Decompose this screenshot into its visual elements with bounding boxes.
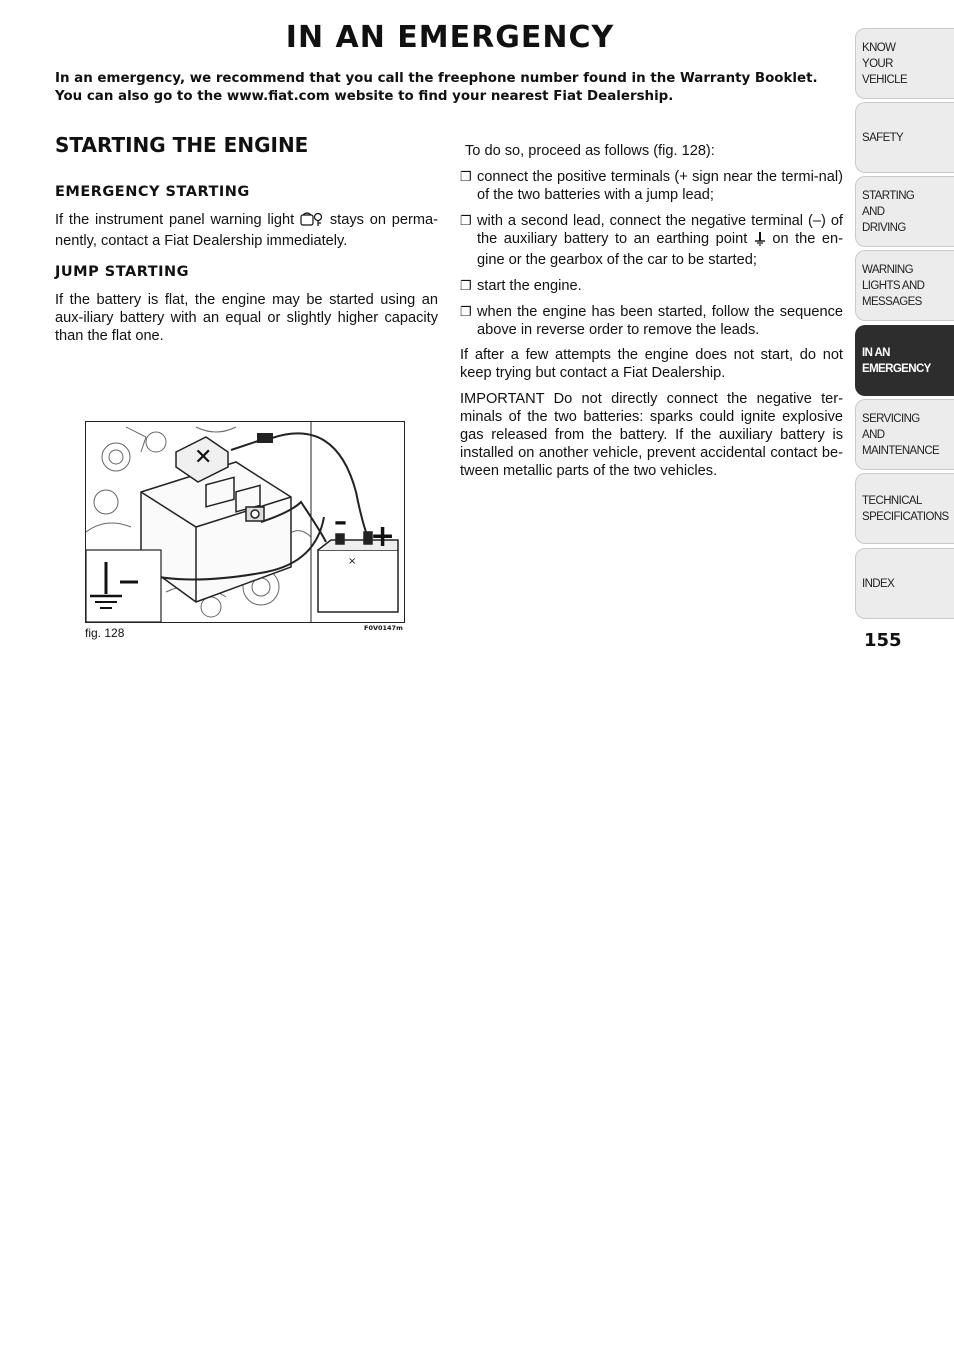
immobilizer-key-icon: [300, 211, 324, 232]
tab-servicing-and-maintenance[interactable]: SERVICING AND MAINTENANCE: [855, 399, 954, 470]
ground-icon: [754, 232, 766, 251]
tab-know-your-vehicle[interactable]: KNOW YOUR VEHICLE: [855, 28, 954, 99]
tab-in-an-emergency[interactable]: IN AN EMERGENCY: [855, 325, 954, 396]
minus-label: –: [334, 507, 347, 537]
emergency-starting-text: If the instrument panel warning light stays on perma-nently, contact a Fiat Dealership immediately.: [55, 212, 439, 249]
figure-jump-start-illustration: [85, 421, 405, 623]
procedure-intro: To do so, proceed as follows (fig. 128):: [465, 143, 715, 159]
section-title: STARTING THE ENGINE: [55, 133, 309, 157]
tab-index[interactable]: INDEX: [855, 548, 954, 619]
checkbox-bullet-icon: ❐: [460, 278, 472, 293]
list-item: ❐ connect the positive terminals (+ sign near the termi-nal) of the two batteries with a jump lead;: [460, 169, 843, 203]
list-item: ❐ when the engine has been started, follow the sequence above in reverse order to remove the leads.: [460, 304, 843, 338]
jump-starting-text: If the battery is flat, the engine may be started using an aux-iliary battery with an equal or slightly higher capacity than the flat one.: [55, 292, 438, 344]
note-text: If after a few attempts the engine does not start, do not keep trying but contact a Fiat Dealership.: [460, 347, 843, 381]
svg-text:✕: ✕: [194, 445, 213, 470]
page-title: IN AN EMERGENCY: [285, 20, 615, 55]
plus-label: +: [370, 519, 396, 554]
tab-starting-and-driving[interactable]: STARTING AND DRIVING: [855, 176, 954, 247]
figure-code: F0V0147m: [364, 624, 403, 632]
checkbox-bullet-icon: ❐: [460, 169, 472, 184]
intro-text: In an emergency, we recommend that you call the freephone number found in the Warranty Booklet. You can also go to the www.fiat.com website to find your nearest Fiat Dealership.: [55, 71, 818, 104]
vehicle-battery: [141, 462, 291, 602]
jump-starting-heading: JUMP STARTING: [55, 264, 190, 280]
figure-caption: fig. 128: [85, 626, 125, 640]
list-item: ❐ with a second lead, connect the negative terminal (–) of the auxiliary battery to an earthing point on the en-gine or the gearbox of the car to be started;: [460, 213, 843, 268]
checkbox-bullet-icon: ❐: [460, 304, 472, 319]
tab-technical-specifications[interactable]: TECHNICAL SPECIFICATIONS: [855, 473, 954, 544]
important-text: IMPORTANT Do not directly connect the negative ter-minals of the two batteries: sparks could ignite explosive gas released from the battery. If the auxiliary battery is installed on another vehicle, prevent accidental contact be-tween metallic parts of the two vehicles.: [460, 391, 843, 479]
ground-symbol-inset: [86, 550, 161, 622]
page-number: 155: [864, 630, 902, 651]
tab-safety[interactable]: SAFETY: [855, 102, 954, 173]
list-item: ❐ start the engine.: [460, 278, 582, 294]
checkbox-bullet-icon: ❐: [460, 213, 472, 228]
procedure-steps: [460, 168, 843, 347]
svg-text:×: ×: [348, 556, 357, 567]
emergency-starting-heading: EMERGENCY STARTING: [55, 184, 250, 200]
tab-warning-lights[interactable]: WARNING LIGHTS AND MESSAGES: [855, 250, 954, 321]
